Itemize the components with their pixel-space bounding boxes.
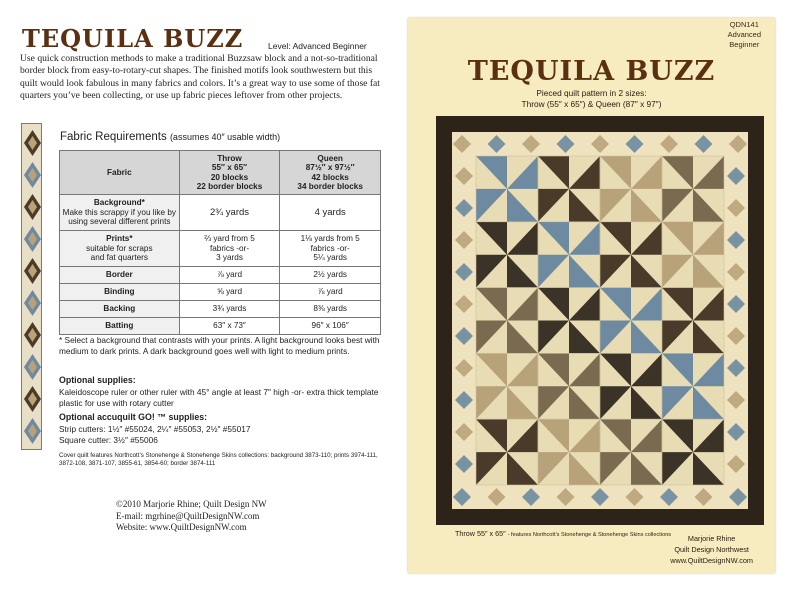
optional-supplies-heading: Optional supplies:	[59, 375, 136, 385]
throw-qty: 63″ x 73″	[179, 318, 280, 335]
skill-level: Level: Advanced Beginner	[268, 41, 367, 51]
queen-size: 87½″ x 97½″	[305, 163, 355, 172]
cover-sizes: Throw (55″ x 65″) & Queen (87″ x 97″)	[521, 99, 662, 109]
row-label-main: Batting	[105, 321, 134, 331]
queen-qty	[280, 231, 381, 267]
quilt-photo	[436, 116, 764, 525]
throw-label: Throw	[217, 153, 242, 163]
throw-qty: ⅝ yard	[179, 284, 280, 301]
qty-line: ⅔ yard from 5	[204, 234, 255, 244]
qty-line: 5¼ yards	[313, 253, 347, 263]
table-header-row	[60, 151, 381, 195]
qty-line: 1⅛ yards from 5	[300, 234, 360, 244]
queen-qty: 4 yards	[280, 195, 381, 231]
pattern-title: TEQUILA BUZZ	[22, 24, 244, 53]
table-row	[60, 301, 381, 318]
table-row	[60, 195, 381, 231]
throw-qty: 2¾ yards	[179, 195, 280, 231]
caption-size: Throw 55″ x 65″	[455, 529, 506, 538]
designer-name: Marjorie Rhine	[687, 534, 736, 543]
header-queen	[280, 151, 381, 195]
accuquilt-square-cutter: Square cutter: 3½″ #55006	[59, 435, 158, 445]
qty-line: fabrics -or-	[209, 243, 250, 253]
throw-border-blocks: 22 border blocks	[196, 182, 263, 191]
header-throw	[179, 151, 280, 195]
cover-level-line1: Advanced	[727, 30, 761, 39]
queen-qty: ⅞ yard	[280, 284, 381, 301]
header-fabric: Fabric	[60, 151, 180, 195]
queen-label: Queen	[317, 153, 343, 163]
row-label-main: Background*	[93, 198, 145, 208]
row-label-main: Prints*	[106, 234, 133, 244]
queen-blocks: 42 blocks	[311, 172, 349, 182]
row-label	[60, 284, 180, 301]
row-label-sub: Make this scrappy if you like by	[62, 207, 176, 217]
row-label-main: Border	[105, 270, 133, 280]
row-label	[60, 318, 180, 335]
row-label	[60, 267, 180, 284]
row-label-sub: using several different prints	[68, 217, 171, 227]
pattern-code-block	[728, 20, 761, 50]
row-label-main: Binding	[104, 287, 135, 297]
qty-line: fabrics -or-	[310, 243, 350, 253]
qty-line: 3 yards	[216, 253, 243, 263]
cover-title: TEQUILA BUZZ	[467, 56, 716, 87]
row-label-sub: suitable for scraps	[86, 243, 153, 253]
email: E-mail: mgrhine@QuiltDesignNW.com	[116, 510, 260, 521]
table-row	[60, 284, 381, 301]
throw-qty: ⅞ yard	[179, 267, 280, 284]
queen-qty: 96″ x 106″	[280, 318, 381, 335]
designer-credits	[670, 533, 753, 566]
fabric-requirements-heading	[60, 131, 280, 143]
row-label	[60, 195, 180, 231]
throw-blocks: 20 blocks	[210, 172, 249, 182]
row-label-main: Backing	[103, 304, 136, 314]
table-row	[60, 318, 381, 335]
queen-qty: 2½ yards	[280, 267, 381, 284]
cover-fabric-note: Cover quilt features Northcott’s Stonehenge & Stonehenge Skins collections: background 3873-110; prints 3974-111, 3872-108, 3871-107, 3855-61, 3854-60; border 3874-111	[59, 452, 378, 467]
throw-qty	[179, 231, 280, 267]
company-name: Quilt Design Northwest	[674, 545, 749, 554]
cover-level-line2: Beginner	[729, 40, 760, 49]
row-label	[60, 301, 180, 318]
throw-qty: 3¾ yards	[179, 301, 280, 318]
contact-block	[116, 499, 267, 534]
accuquilt-strip-cutters: Strip cutters: 1½″ #55024, 2¼″ #55053, 2½″ #55017	[59, 424, 251, 434]
company-website: www.QuiltDesignNW.com	[670, 556, 753, 565]
table-row	[60, 231, 381, 267]
fabric-width-note: (assumes 40″ usable width)	[169, 132, 281, 142]
pattern-cover	[408, 18, 775, 573]
queen-qty: 8⅜ yards	[280, 301, 381, 318]
throw-size: 55″ x 65″	[211, 163, 248, 172]
row-label-sub: and fat quarters	[90, 253, 149, 263]
quilt-caption	[455, 529, 671, 538]
copyright: ©2010 Marjorie Rhine; Quilt Design NW	[116, 499, 267, 509]
row-label	[60, 231, 180, 267]
optional-supplies-text: Kaleidoscope ruler or other ruler with 45° angle at least 7″ high -or- extra thick template plastic for use with rotary cutter	[59, 387, 379, 408]
queen-border-blocks: 34 border blocks	[297, 182, 363, 191]
background-footnote: * Select a background that contrasts with your prints. A light background looks best with medium to dark prints. A dark background goes well with light to medium prints.	[59, 335, 380, 356]
pattern-code: QDN141	[729, 20, 759, 29]
caption-fabric-note: - features Northcott’s Stonehenge & Stonehenge Skins collections	[507, 532, 672, 538]
website: Website: www.QuiltDesignNW.com	[116, 522, 247, 532]
intro-paragraph: Use quick construction methods to make a traditional Buzzsaw block and a not-so-traditional border block from easy-to-rotary-cut shapes. The finished motifs look southwestern but this quilt would look fabulous in many fabrics and colors. It’s a great way to use some of those fat quarters you’ve been collecting, or use up fabric pieces leftover from other projects.	[20, 53, 380, 101]
table-row	[60, 267, 381, 284]
cover-subtitle: Pieced quilt pattern in 2 sizes:	[536, 88, 647, 98]
fabric-requirements-table	[59, 150, 381, 335]
fabric-requirements-title: Fabric Requirements	[60, 131, 167, 143]
accuquilt-heading: Optional accuquilt GO! ™ supplies:	[59, 412, 208, 422]
border-block-strip-image	[21, 123, 42, 450]
